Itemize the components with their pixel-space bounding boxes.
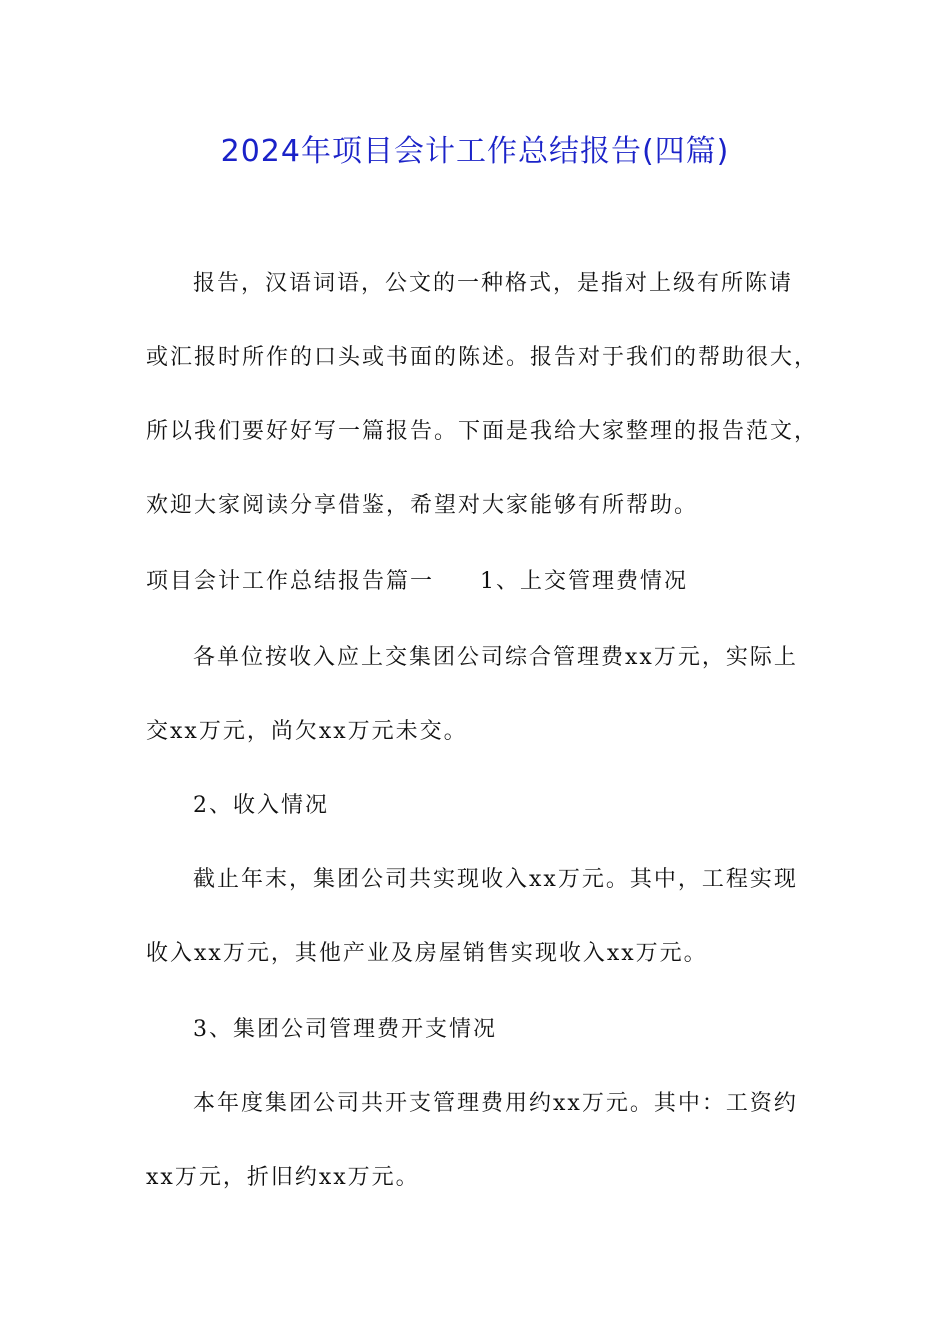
- intro-line-2: 或汇报时所作的口头或书面的陈述。报告对于我们的帮助很大，: [146, 345, 819, 370]
- item3-line-1: 本年度集团公司共开支管理费用约xx万元。其中：工资约: [193, 1091, 798, 1116]
- intro-line-4: 欢迎大家阅读分享借鉴，希望对大家能够有所帮助。: [146, 493, 699, 518]
- item2-line-1: 截止年末，集团公司共实现收入xx万元。其中，工程实现: [193, 867, 798, 892]
- item1-line-1: 各单位按收入应上交集团公司综合管理费xx万元，实际上: [193, 645, 798, 670]
- section-title: 项目会计工作总结报告篇一: [146, 569, 435, 594]
- item2-heading: 2、收入情况: [193, 793, 329, 818]
- item2-line-2: 收入xx万元，其他产业及房屋销售实现收入xx万元。: [146, 941, 708, 966]
- item3-line-2: xx万元，折旧约xx万元。: [146, 1165, 420, 1190]
- document-title: 2024年项目会计工作总结报告(四篇): [220, 134, 730, 169]
- item1-heading: 1、上交管理费情况: [480, 569, 689, 594]
- intro-line-3: 所以我们要好好写一篇报告。下面是我给大家整理的报告范文，: [146, 419, 819, 444]
- item1-line-2: 交xx万元，尚欠xx万元未交。: [146, 719, 468, 744]
- item3-heading: 3、集团公司管理费开支情况: [193, 1017, 497, 1042]
- section-heading-line: [146, 566, 688, 598]
- intro-line-1: 报告，汉语词语，公文的一种格式，是指对上级有所陈请: [193, 271, 794, 296]
